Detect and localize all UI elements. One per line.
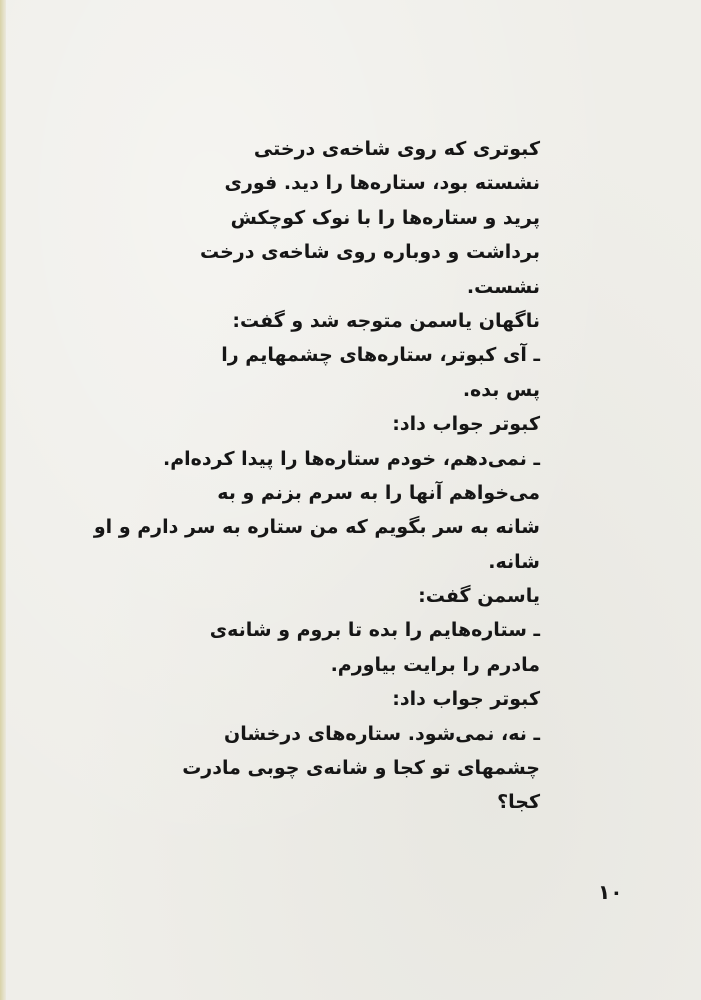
story-line: شانه به سر بگویم که من ستاره به سر دارم و او [93,516,540,539]
story-line: ـ نه، نمی‌شود. ستاره‌های درخشان [223,722,540,745]
story-line: نشسته بود، ستاره‌ها را دید. فوری [224,172,540,195]
story-line: می‌خواهم آنها را به سرم بزنم و به [217,481,540,504]
story-line: مادرم را برایت بیاورم. [330,653,540,676]
story-line: برداشت و دوباره روی شاخه‌ی درخت [200,241,540,264]
story-line: کبوتر جواب داد: [392,688,540,711]
story-text [93,132,540,820]
story-line: پس بده. [462,378,540,401]
story-line: شانه. [488,550,540,573]
page-edge [0,0,6,1000]
story-line: ـ آی کبوتر، ستاره‌های چشمهایم را [221,344,540,367]
story-line: چشمهای تو کجا و شانه‌ی چوبی مادرت [182,757,540,780]
page-number: ۱۰ [598,880,623,904]
story-line: کجا؟ [497,791,540,814]
story-line: ناگهان یاسمن متوجه شد و گفت: [232,309,540,332]
story-line: کبوتر جواب داد: [392,413,540,436]
story-line: پرید و ستاره‌ها را با نوک کوچکش [230,206,540,229]
story-line: ـ ستاره‌هایم را بده تا بروم و شانه‌ی [209,619,540,642]
story-line: کبوتری که روی شاخه‌ی درختی [253,138,540,160]
story-line: یاسمن گفت: [418,585,540,608]
story-line: نشست. [466,275,540,298]
story-line: ـ نمی‌دهم، خودم ستاره‌ها را پیدا کرده‌ام. [163,447,540,470]
